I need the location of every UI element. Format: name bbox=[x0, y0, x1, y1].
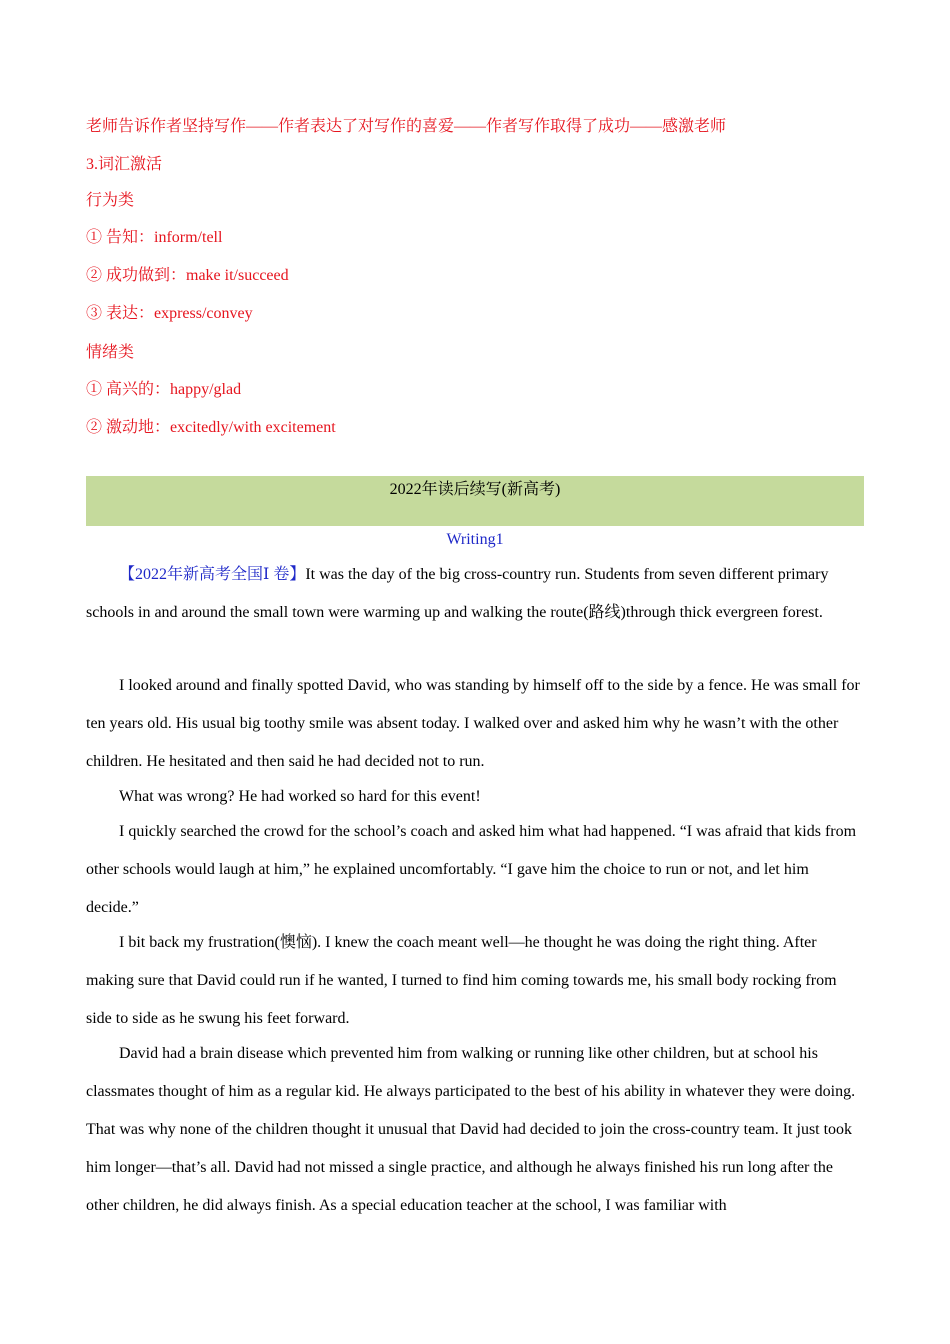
vocab-item: ③ 表达：express/convey bbox=[86, 305, 253, 322]
paragraph-4: I quickly searched the crowd for the school’s coach and asked him what had happened. “I was afraid that kids from other schools would laugh at him,” he explained uncomfortably. “I gave him the choice to run or not, and let him decide.” bbox=[86, 823, 857, 916]
paragraph-6: David had a brain disease which prevented him from walking or running like other children, but at school his classmates thought of him as a regular kid. He always participated to the best of his ability in whatever they were doing. That was why none of the children thought it unusual that David had decided to join the cross-country team. It just took him longer—that’s all. David had not missed a single practice, and although he always finished his run long after the other children, he did always finish. As a special education teacher at the school, I was familiar with bbox=[86, 1045, 856, 1214]
writing-subtitle: Writing1 bbox=[446, 531, 504, 548]
paragraph-1 bbox=[86, 556, 864, 632]
paragraph-5: I bit back my frustration(懊恼). I knew the coach meant well—he thought he was doing the right thing. After making sure that David could run if he wanted, I turned to find him coming towards me, his small body rocking from side to side as he swung his feet forward. bbox=[86, 934, 837, 1027]
vocab-item: ① 高兴的：happy/glad bbox=[86, 381, 242, 398]
vocab-item: ① 告知：inform/tell bbox=[86, 229, 223, 246]
paragraph-3: What was wrong? He had worked so hard for this event! bbox=[119, 788, 481, 805]
vocab-item: ② 激动地：excitedly/with excitement bbox=[86, 419, 336, 436]
vocab-heading: 3.词汇激活 bbox=[86, 156, 163, 173]
banner-title: 2022年读后续写(新高考) bbox=[389, 481, 561, 498]
category-action: 行为类 bbox=[86, 192, 135, 209]
paragraph-2: I looked around and finally spotted David, who was standing by himself off to the side by a fence. He was small for ten years old. His usual big toothy smile was absent today. I walked over and asked him why he wasn’t with the other children. He hesitated and then said he had decided not to run. bbox=[86, 677, 860, 770]
summary-line: 老师告诉作者坚持写作——作者表达了对写作的喜爱——作者写作取得了成功——感激老师 bbox=[86, 118, 727, 135]
vocab-item: ② 成功做到：make it/succeed bbox=[86, 267, 289, 284]
source-tag: 【2022年新高考全国Ⅰ 卷】 bbox=[119, 566, 306, 583]
category-emotion: 情绪类 bbox=[86, 344, 135, 361]
paragraph-text: It was the day of the big cross-country run. Students from seven different primary schools in and around the small town were warming up and walking the route(路线)through thick evergreen forest. bbox=[86, 566, 829, 621]
